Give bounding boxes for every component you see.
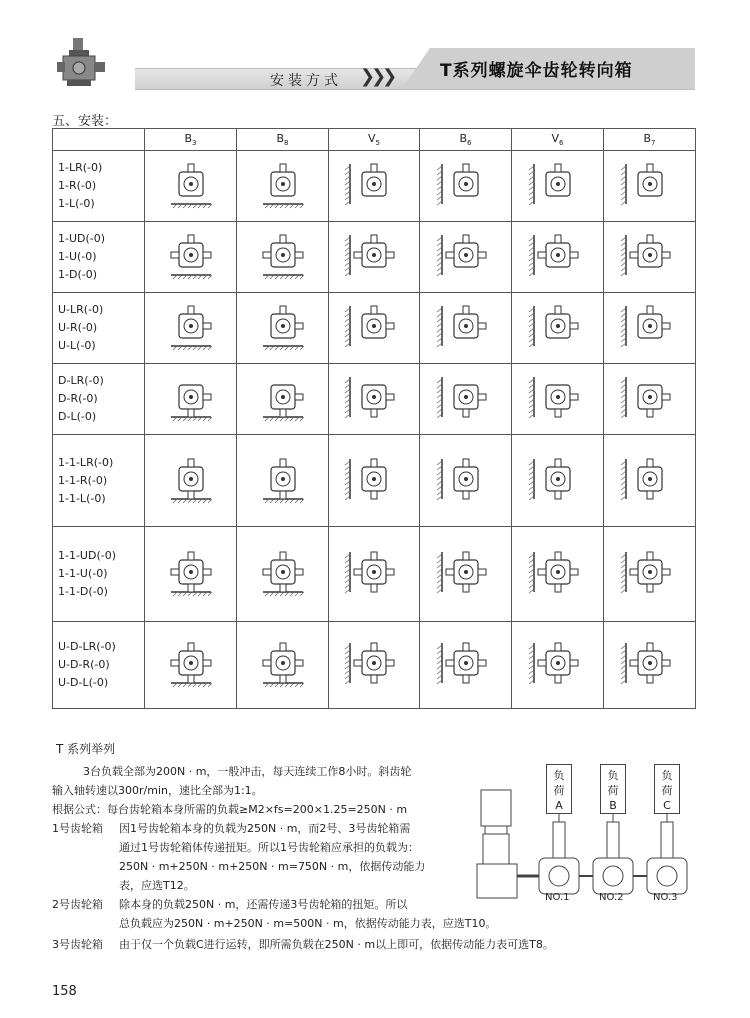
mount-diagram (604, 151, 696, 222)
gearbox-no1-label: NO.1 (545, 892, 570, 903)
table-row (53, 293, 696, 364)
column-header: $B_3$ (145, 129, 237, 151)
gearbox-mount-icon (159, 637, 223, 689)
row-label: 1-1-UD(-0) 1-1-U(-0) 1-1-D(-0) (53, 527, 145, 622)
gearbox-mount-icon (342, 546, 406, 598)
mount-diagram (604, 364, 696, 435)
gearbox-mount-icon (251, 300, 315, 352)
table-row (53, 622, 696, 709)
gearbox-mount-icon (342, 637, 406, 689)
mount-diagram (237, 293, 329, 364)
drive-train-diagram (473, 760, 695, 906)
gearbox-mount-icon (159, 229, 223, 281)
gearbox-mount-icon (342, 158, 406, 210)
mount-diagram (512, 435, 604, 527)
column-header: $B_8$ (237, 129, 329, 151)
gearbox-mount-icon (434, 300, 498, 352)
column-header: $V_5$ (329, 129, 420, 151)
chevrons-icon: ❯❯❯ (360, 66, 394, 87)
page-number: 158 (52, 984, 77, 999)
gearbox-no2-label: NO.2 (599, 892, 624, 903)
gearbox-mount-icon (526, 158, 590, 210)
gearbox-mount-icon (618, 453, 682, 505)
mount-diagram (512, 293, 604, 364)
gearbox-mount-icon (251, 453, 315, 505)
gearbox-mount-icon (434, 371, 498, 423)
gearbox-mount-icon (159, 300, 223, 352)
gearbox-mount-icon (526, 637, 590, 689)
gearbox-mount-icon (618, 637, 682, 689)
mount-diagram (604, 622, 696, 709)
table-row (53, 527, 696, 622)
mount-diagram (237, 151, 329, 222)
gearbox-mount-icon (342, 300, 406, 352)
section-title: 五、安装： (52, 114, 118, 129)
table-corner (53, 129, 145, 151)
example-text: 通过1号齿轮箱体传递扭矩。所以1号齿轮箱应承担的负载为： (119, 841, 419, 854)
table-row (53, 151, 696, 222)
mount-diagram (145, 364, 237, 435)
mount-diagram (329, 435, 420, 527)
mount-diagram (329, 222, 420, 293)
mount-diagram (512, 622, 604, 709)
gearbox-mount-icon (251, 546, 315, 598)
mount-diagram (420, 151, 512, 222)
mount-diagram (604, 527, 696, 622)
mount-diagram (420, 364, 512, 435)
table-row (53, 364, 696, 435)
box-label: 3号齿轮箱 (52, 938, 103, 951)
column-header: $B_6$ (420, 129, 512, 151)
gearbox-mount-icon (434, 453, 498, 505)
gearbox-mount-icon (526, 300, 590, 352)
example-text: 由于仅一个负载C进行运转，即所需负载在250N · m以上即可，依据传动能力表可选T8。 (119, 938, 554, 951)
gearbox-mount-icon (526, 371, 590, 423)
mount-diagram (512, 364, 604, 435)
mount-diagram (604, 293, 696, 364)
mount-diagram (145, 435, 237, 527)
gearbox-mount-icon (251, 229, 315, 281)
mount-diagram (512, 222, 604, 293)
mount-diagram (145, 222, 237, 293)
column-header: $B_7$ (604, 129, 696, 151)
row-label: 1-LR(-0) 1-R(-0) 1-L(-0) (53, 151, 145, 222)
row-label: U-D-LR(-0) U-D-R(-0) U-D-L(-0) (53, 622, 145, 709)
example-text: 总负载应为250N · m+250N · m=500N · m，依据传动能力表，应选T10。 (119, 917, 497, 930)
table-row (53, 435, 696, 527)
mount-diagram (329, 527, 420, 622)
mount-diagram (237, 364, 329, 435)
gearbox-mount-icon (251, 371, 315, 423)
gearbox-mount-icon (618, 158, 682, 210)
mount-diagram (237, 622, 329, 709)
gearbox-mount-icon (251, 637, 315, 689)
example-text: 3台负载全部为200N · m，一般冲击，每天连续工作8小时。斜齿轮 (83, 765, 412, 778)
page-title: T系列螺旋伞齿轮转向箱 (440, 61, 633, 81)
gearbox-mount-icon (342, 371, 406, 423)
mount-diagram (420, 222, 512, 293)
mount-diagram (420, 293, 512, 364)
mount-diagram (329, 622, 420, 709)
gearbox-mount-icon (434, 546, 498, 598)
mount-diagram (237, 527, 329, 622)
load-b-box: 负 荷 B (600, 764, 626, 814)
mount-diagram (512, 151, 604, 222)
mount-diagram (145, 293, 237, 364)
mount-diagram (329, 364, 420, 435)
mount-diagram (145, 527, 237, 622)
row-label: 1-UD(-0) 1-U(-0) 1-D(-0) (53, 222, 145, 293)
mount-diagram (145, 151, 237, 222)
gearbox-mount-icon (159, 371, 223, 423)
gearbox-mount-icon (159, 453, 223, 505)
gearbox-mount-icon (342, 229, 406, 281)
gearbox-no3-label: NO.3 (653, 892, 678, 903)
load-c-box: 负 荷 C (654, 764, 680, 814)
mount-diagram (604, 222, 696, 293)
mount-diagram (329, 293, 420, 364)
gearbox-mount-icon (159, 158, 223, 210)
gearbox-mount-icon (251, 158, 315, 210)
mount-diagram (604, 435, 696, 527)
box-label: 2号齿轮箱 (52, 898, 103, 911)
mount-diagram (420, 435, 512, 527)
mount-diagram (237, 222, 329, 293)
mount-diagram (420, 622, 512, 709)
gearbox-mount-icon (434, 637, 498, 689)
section-subtitle: 安装方式 (270, 73, 342, 89)
mount-diagram (420, 527, 512, 622)
example-title: T 系列举列 (56, 742, 116, 756)
example-text: 输入轴转速以300r/min，速比全部为1:1。 (52, 784, 263, 797)
gearbox-logo-icon (57, 36, 105, 88)
example-text: 根据公式：每台齿轮箱本身所需的负载≥M2×fs=200×1.25=250N · m (52, 803, 408, 816)
gearbox-mount-icon (434, 158, 498, 210)
mounting-table (52, 128, 696, 709)
example-text: 除本身的负载250N · m，还需传递3号齿轮箱的扭矩。所以 (119, 898, 408, 911)
box-label: 1号齿轮箱 (52, 822, 103, 835)
table-header-row (53, 129, 696, 151)
gearbox-mount-icon (618, 300, 682, 352)
load-a-box: 负 荷 A (546, 764, 572, 814)
row-label: U-LR(-0) U-R(-0) U-L(-0) (53, 293, 145, 364)
gearbox-mount-icon (618, 229, 682, 281)
example-text: 表，应选T12。 (119, 879, 195, 892)
column-header: $V_6$ (512, 129, 604, 151)
example-text: 因1号齿轮箱本身的负载为250N · m，而2号、3号齿轮箱需 (119, 822, 411, 835)
gearbox-mount-icon (526, 453, 590, 505)
gearbox-mount-icon (618, 546, 682, 598)
mount-diagram (512, 527, 604, 622)
mount-diagram (329, 151, 420, 222)
gearbox-mount-icon (159, 546, 223, 598)
mount-diagram (145, 622, 237, 709)
gearbox-mount-icon (434, 229, 498, 281)
gearbox-mount-icon (342, 453, 406, 505)
gearbox-mount-icon (618, 371, 682, 423)
gearbox-mount-icon (526, 229, 590, 281)
table-row (53, 222, 696, 293)
row-label: 1-1-LR(-0) 1-1-R(-0) 1-1-L(-0) (53, 435, 145, 527)
row-label: D-LR(-0) D-R(-0) D-L(-0) (53, 364, 145, 435)
example-text: 250N · m+250N · m+250N · m=750N · m，依据传动能力 (119, 860, 426, 873)
mount-diagram (237, 435, 329, 527)
gearbox-mount-icon (526, 546, 590, 598)
